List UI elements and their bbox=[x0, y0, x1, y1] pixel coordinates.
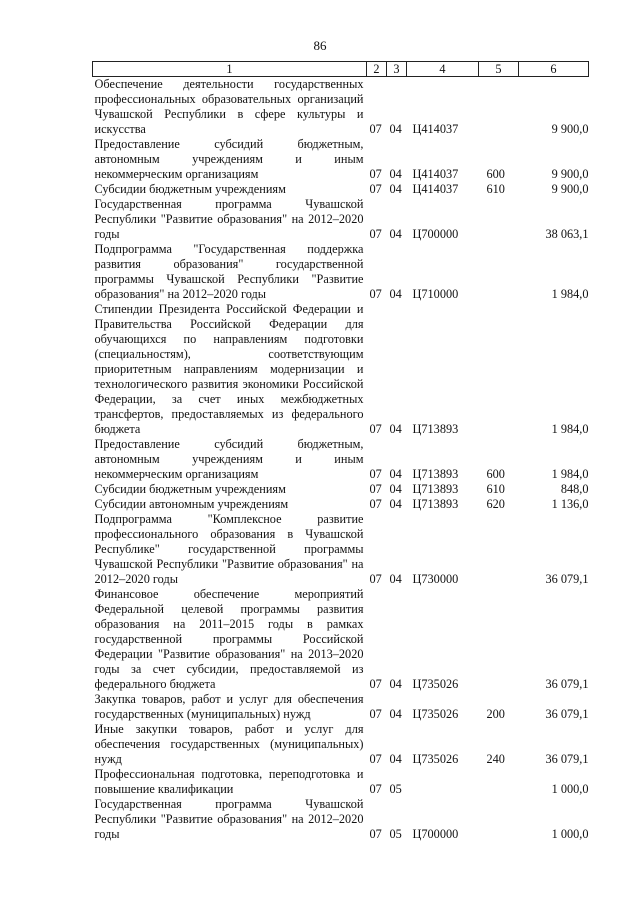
row-target-code: Ц713893 bbox=[412, 482, 459, 496]
row-name: Подпрограмма "Комплексное развитие профессионального образования в Чувашской Республике" государственной программы Чувашской Республики "Развитие образования" на 2012–2020 годы bbox=[94, 512, 364, 586]
table-row bbox=[93, 482, 589, 497]
table-row bbox=[93, 242, 589, 302]
row-amount: 1 000,0 bbox=[551, 827, 589, 841]
row-name: Субсидии бюджетным учреждениям bbox=[94, 482, 286, 496]
row-subsection: 04 bbox=[389, 482, 402, 496]
row-section: 07 bbox=[369, 707, 382, 721]
row-section: 07 bbox=[369, 182, 382, 196]
table-row bbox=[93, 77, 589, 138]
row-subsection: 04 bbox=[389, 122, 402, 136]
row-expense-type bbox=[479, 197, 519, 242]
header-col-4: 4 bbox=[407, 62, 479, 77]
header-col-6: 6 bbox=[519, 62, 589, 77]
row-subsection: 04 bbox=[389, 182, 402, 196]
row-target-code: Ц700000 bbox=[412, 827, 459, 841]
row-subsection: 04 bbox=[389, 167, 402, 181]
row-section: 07 bbox=[369, 497, 382, 511]
row-expense-type: 610 bbox=[486, 182, 505, 196]
row-section: 07 bbox=[369, 422, 382, 436]
row-expense-type bbox=[479, 512, 519, 587]
header-col-1: 1 bbox=[93, 62, 367, 77]
row-target-code: Ц710000 bbox=[412, 287, 459, 301]
table-row bbox=[93, 767, 589, 797]
row-expense-type bbox=[479, 797, 519, 842]
row-name: Субсидии автономным учреждениям bbox=[94, 497, 289, 511]
row-name: Предоставление субсидий бюджетным, автономным учреждениям и иным некоммерческим организациям bbox=[94, 437, 364, 481]
row-name: Закупка товаров, работ и услуг для обеспечения государственных (муниципальных) нужд bbox=[94, 692, 364, 721]
row-amount: 9 900,0 bbox=[551, 167, 589, 181]
row-expense-type: 600 bbox=[486, 467, 505, 481]
row-subsection: 04 bbox=[389, 707, 402, 721]
row-expense-type: 240 bbox=[486, 752, 505, 766]
row-subsection: 04 bbox=[389, 752, 402, 766]
row-name: Предоставление субсидий бюджетным, автономным учреждениям и иным некоммерческим организациям bbox=[94, 137, 364, 181]
row-subsection: 04 bbox=[389, 677, 402, 691]
row-expense-type bbox=[479, 587, 519, 692]
row-subsection: 04 bbox=[389, 227, 402, 241]
row-subsection: 04 bbox=[389, 287, 402, 301]
row-name: Стипендии Президента Российской Федерации и Правительства Российской Федерации для обучающихся по направлениям подготовки (специальностям), соответствующим приоритетным направлениям модернизации и технологического развития экономики Российской Федерации, за счет иных межбюджетных трансфертов, предоставляемых из федерального бюджета bbox=[94, 302, 364, 436]
row-subsection: 04 bbox=[389, 422, 402, 436]
row-section: 07 bbox=[369, 122, 382, 136]
row-target-code: Ц700000 bbox=[412, 227, 459, 241]
row-section: 07 bbox=[369, 752, 382, 766]
row-name: Подпрограмма "Государственная поддержка развития образования" государственной программы Чувашской Республики "Развитие образования" на 2012–2020 годы bbox=[94, 242, 364, 301]
budget-table bbox=[92, 61, 589, 842]
row-name: Иные закупки товаров, работ и услуг для обеспечения государственных (муниципальных) нужд bbox=[94, 722, 364, 766]
row-amount: 9 900,0 bbox=[551, 182, 589, 196]
row-section: 07 bbox=[369, 467, 382, 481]
row-amount: 1 984,0 bbox=[551, 422, 589, 436]
row-name: Профессиональная подготовка, переподготовка и повышение квалификации bbox=[94, 767, 364, 796]
row-target-code: Ц713893 bbox=[412, 422, 459, 436]
row-subsection: 05 bbox=[389, 827, 402, 841]
row-expense-type bbox=[479, 767, 519, 797]
row-subsection: 05 bbox=[389, 782, 402, 796]
row-amount: 36 079,1 bbox=[545, 572, 589, 586]
table-row bbox=[93, 587, 589, 692]
row-amount: 848,0 bbox=[560, 482, 589, 496]
row-target-code: Ц713893 bbox=[412, 467, 459, 481]
row-amount: 1 984,0 bbox=[551, 467, 589, 481]
row-target-code: Ц735026 bbox=[412, 707, 459, 721]
row-section: 07 bbox=[369, 287, 382, 301]
row-section: 07 bbox=[369, 167, 382, 181]
row-amount: 1 984,0 bbox=[551, 287, 589, 301]
table-row bbox=[93, 182, 589, 197]
row-name: Государственная программа Чувашской Республики "Развитие образования" на 2012–2020 годы bbox=[94, 797, 364, 841]
header-col-2: 2 bbox=[367, 62, 387, 77]
row-subsection: 04 bbox=[389, 497, 402, 511]
table-header-row bbox=[93, 62, 589, 77]
row-expense-type: 620 bbox=[486, 497, 505, 511]
page-number: 86 bbox=[313, 38, 327, 53]
row-target-code: Ц414037 bbox=[412, 167, 459, 181]
table-row bbox=[93, 512, 589, 587]
row-target-code: Ц730000 bbox=[412, 572, 459, 586]
row-section: 07 bbox=[369, 827, 382, 841]
row-name: Обеспечение деятельности государственных профессиональных образовательных организаций Чувашской Республики в сфере культуры и искусства bbox=[94, 77, 364, 136]
table-row bbox=[93, 497, 589, 512]
row-name: Субсидии бюджетным учреждениям bbox=[94, 182, 286, 196]
table-row bbox=[93, 692, 589, 722]
row-amount: 38 063,1 bbox=[545, 227, 589, 241]
row-expense-type bbox=[479, 302, 519, 437]
row-expense-type bbox=[479, 242, 519, 302]
row-subsection: 04 bbox=[389, 467, 402, 481]
row-expense-type: 610 bbox=[486, 482, 505, 496]
row-name: Финансовое обеспечение мероприятий Федеральной целевой программы развития образования на 2011–2015 годы в рамках государственной программы Российской Федерации "Развитие образования" на 2013–2020 годы за счет субсидии, предоставляемой из федерального бюджета bbox=[94, 587, 364, 691]
row-target-code: Ц414037 bbox=[412, 122, 459, 136]
row-amount: 36 079,1 bbox=[545, 752, 589, 766]
table-row bbox=[93, 302, 589, 437]
row-amount: 1 136,0 bbox=[551, 497, 589, 511]
row-name: Государственная программа Чувашской Республики "Развитие образования" на 2012–2020 годы bbox=[94, 197, 364, 241]
header-col-3: 3 bbox=[387, 62, 407, 77]
row-section: 07 bbox=[369, 677, 382, 691]
row-expense-type bbox=[479, 77, 519, 138]
row-amount: 36 079,1 bbox=[545, 677, 589, 691]
row-section: 07 bbox=[369, 227, 382, 241]
row-section: 07 bbox=[369, 482, 382, 496]
row-subsection: 04 bbox=[389, 572, 402, 586]
table-row bbox=[93, 437, 589, 482]
row-target-code: Ц713893 bbox=[412, 497, 459, 511]
row-amount: 36 079,1 bbox=[545, 707, 589, 721]
row-expense-type: 600 bbox=[486, 167, 505, 181]
row-target-code bbox=[407, 767, 479, 797]
row-target-code: Ц735026 bbox=[412, 752, 459, 766]
table-row bbox=[93, 722, 589, 767]
row-target-code: Ц414037 bbox=[412, 182, 459, 196]
table-row bbox=[93, 137, 589, 182]
row-target-code: Ц735026 bbox=[412, 677, 459, 691]
table-row bbox=[93, 197, 589, 242]
header-col-5: 5 bbox=[479, 62, 519, 77]
table-row bbox=[93, 797, 589, 842]
row-expense-type: 200 bbox=[486, 707, 505, 721]
row-amount: 9 900,0 bbox=[551, 122, 589, 136]
row-section: 07 bbox=[369, 782, 382, 796]
row-amount: 1 000,0 bbox=[551, 782, 589, 796]
row-section: 07 bbox=[369, 572, 382, 586]
